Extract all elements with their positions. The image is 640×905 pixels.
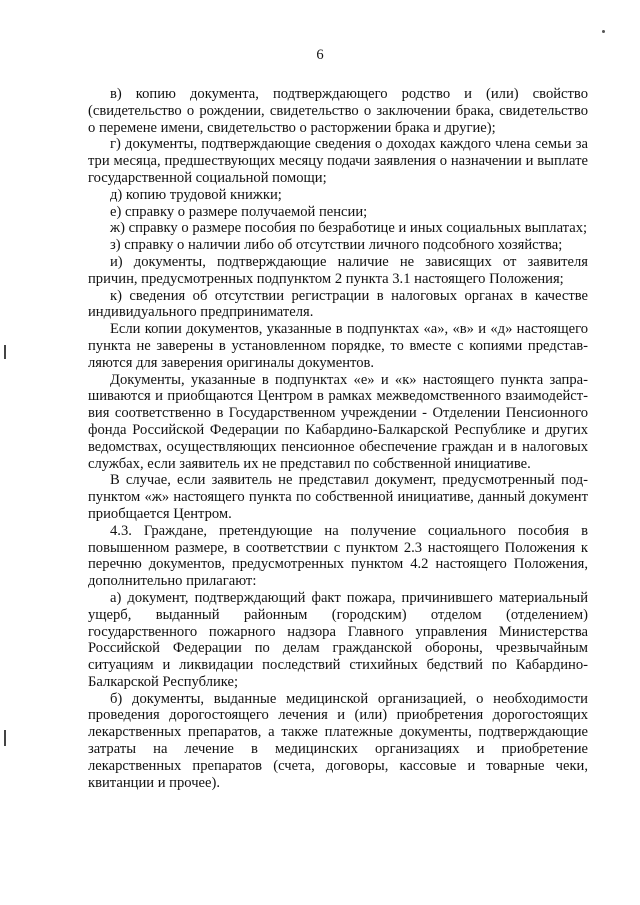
paragraph-item-e: е) справку о размере получаемой пенсии; xyxy=(110,203,368,220)
scan-margin-mark xyxy=(4,730,6,746)
scan-margin-mark xyxy=(4,345,6,359)
scan-speck xyxy=(602,30,605,33)
page-number: 6 xyxy=(316,47,324,63)
paragraph-copies-certification: Если копии документов, указанные в подпунктах «а», «в» и «д» настоящего пункта не заверены в установленном порядке, то вместе с копиями представляются для заверения оригиналы документов. xyxy=(88,321,588,371)
paragraph-document-attached: В случае, если заявитель не представил документ, предусмотренный подпунктом «ж» настоящего пункта по собственной инициативе, данный документ приобщается Центром. xyxy=(88,472,588,522)
paragraph-section-4-3: 4.3. Граждане, претендующие на получение социального пособия в повышенном размере, в соответствии с пунктом 2.3 настоящего Положения к перечню документов, предусмотренных пунктом 4.2 настоящего Положения, дополнительно прилагают: xyxy=(88,522,588,590)
paragraph-item-d: д) копию трудовой книжки; xyxy=(110,186,282,203)
paragraph-item-k: к) сведения об отсутствии регистрации в налоговых органах в качестве индивидуального предпринимателя. xyxy=(88,287,588,321)
paragraph-item-v: в) копию документа, подтверждающего родство и (или) свойство (свидетельство о рождении, свидетельство о заключении брака, свидетельство о перемене имени, свидетельство о расторжении брака и другие); xyxy=(88,86,588,136)
paragraph-item-g: г) документы, подтверждающие сведения о доходах каждого члена семьи за три месяца, предшествующих месяцу подачи заявления о назначении и выплате государственной социальной помощи; xyxy=(88,136,588,186)
paragraph-interagency-requests: Документы, указанные в подпунктах «е» и «к» настоящего пункта запрашиваются и приобщаются Центром в рамках межведомственного взаимодействия соответственно в Государственном учреждении - Отделении Пенсионного фонда Российской Федерации по Кабардино-Балкарской Республике и других ведомствах, осуществляющих пенсионное обеспечение граждан и в налоговых службах, если заявитель их не представил по собственной инициативе. xyxy=(88,371,588,472)
document-body xyxy=(88,86,588,791)
paragraph-subitem-a: а) документ, подтверждающий факт пожара, причинившего материальный ущерб, выданный районным (городским) отделом (отделением) государственного пожарного надзора Главного управления Министерства Российской Федерации по делам гражданской обороны, чрезвычайным ситуациям и ликвидации последствий стихийных бедствий по Кабардино-Балкарской Республике; xyxy=(88,589,588,690)
paragraph-item-z: з) справку о наличии либо об отсутствии личного подсобного хозяйства; xyxy=(110,237,563,254)
paragraph-item-zh: ж) справку о размере пособия по безработице и иных социальных выплатах; xyxy=(110,220,588,237)
paragraph-item-i: и) документы, подтверждающие наличие не зависящих от заявителя причин, предусмотренных подпунктом 2 пункта 3.1 настоящего Положения; xyxy=(88,253,588,287)
paragraph-subitem-b: б) документы, выданные медицинской организацией, о необходимости проведения дорогостоящего лечения и (или) приобретения дорогостоящих лекарственных препаратов, а также платежные документы, подтверждающие затраты на лечение в медицинских организациях и приобретение лекарственных препаратов (счета, договоры, кассовые и товарные чеки, квитанции и прочее). xyxy=(88,690,588,791)
